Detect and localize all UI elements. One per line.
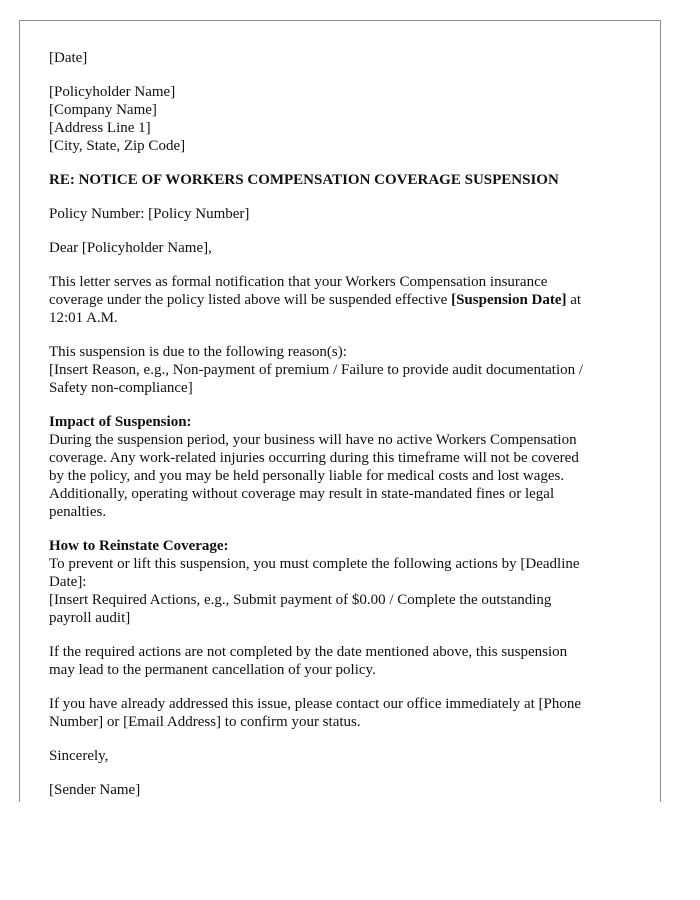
salutation-block: [49, 239, 629, 257]
intro-line-text: coverage under the policy listed above will be suspended effective: [49, 292, 452, 308]
sender-name: [Sender Name]: [49, 782, 141, 798]
impact-line: penalties.: [49, 504, 107, 520]
impact-line: by the policy, and you may be held personally liable for medical costs and lost wages.: [49, 468, 565, 484]
intro-line: 12:01 A.M.: [49, 310, 118, 326]
letter-body: [49, 49, 629, 815]
policy-number-block: [49, 205, 629, 223]
consequence-line: If the required actions are not completed by the date mentioned above, this suspension: [49, 644, 568, 660]
impact-line: During the suspension period, your business will have no active Workers Compensation: [49, 432, 577, 448]
contact-line: Number] or [Email Address] to confirm your status.: [49, 714, 361, 730]
impact-line: coverage. Any work-related injuries occurring during this timeframe will not be covered: [49, 450, 579, 466]
intro-paragraph: [49, 273, 629, 327]
intro-line-text: at: [566, 292, 582, 308]
contact-line: If you have already addressed this issue, please contact our office immediately at [Phone: [49, 696, 582, 712]
impact-heading: Impact of Suspension:: [49, 414, 192, 430]
signature-block: [49, 781, 629, 799]
reason-line: This suspension is due to the following reason(s):: [49, 344, 347, 360]
reinstate-line: payroll audit]: [49, 610, 131, 626]
reinstate-line: To prevent or lift this suspension, you must complete the following actions by [Deadline: [49, 556, 580, 572]
impact-section: [49, 413, 629, 521]
intro-line: [49, 291, 629, 309]
reinstate-heading: How to Reinstate Coverage:: [49, 538, 229, 554]
closing: Sincerely,: [49, 748, 109, 764]
reason-line: Safety non-compliance]: [49, 380, 193, 396]
reinstate-section: [49, 537, 629, 627]
impact-line: Additionally, operating without coverage may result in state-mandated fines or legal: [49, 486, 555, 502]
consequence-line: may lead to the permanent cancellation of your policy.: [49, 662, 376, 678]
letter-date: [Date]: [49, 50, 88, 66]
consequence-paragraph: [49, 643, 629, 679]
policy-number: Policy Number: [Policy Number]: [49, 206, 250, 222]
reason-line: [Insert Reason, e.g., Non-payment of premium / Failure to provide audit documentation /: [49, 362, 584, 378]
recipient-address-block: [49, 83, 629, 155]
date-block: [49, 49, 629, 67]
intro-line: This letter serves as formal notification that your Workers Compensation insurance: [49, 274, 548, 290]
reinstate-line: [Insert Required Actions, e.g., Submit payment of $0.00 / Complete the outstanding: [49, 592, 552, 608]
reason-paragraph: [49, 343, 629, 397]
reinstate-line: Date]:: [49, 574, 87, 590]
recipient-address-line: [Address Line 1]: [49, 120, 151, 136]
salutation: Dear [Policyholder Name],: [49, 240, 212, 256]
suspension-date-placeholder: [Suspension Date]: [451, 292, 567, 308]
recipient-city-state-zip: [City, State, Zip Code]: [49, 138, 186, 154]
closing-block: [49, 747, 629, 765]
letter-page: [19, 20, 661, 802]
recipient-company: [Company Name]: [49, 102, 157, 118]
subject-block: [49, 171, 629, 189]
contact-paragraph: [49, 695, 629, 731]
subject-line: RE: NOTICE OF WORKERS COMPENSATION COVERAGE SUSPENSION: [49, 172, 559, 188]
recipient-name: [Policyholder Name]: [49, 84, 176, 100]
